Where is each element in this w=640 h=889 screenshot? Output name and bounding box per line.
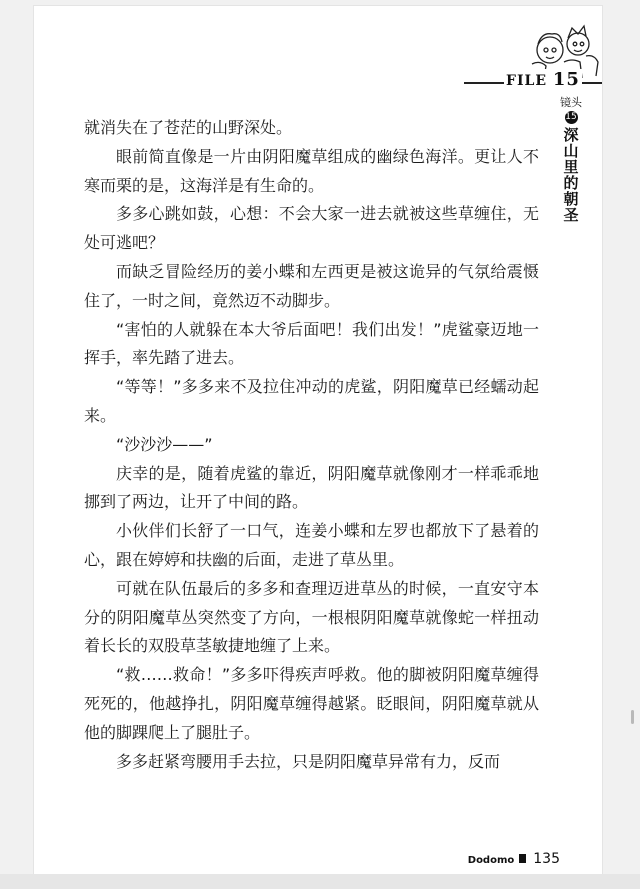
- paragraph: “救……救命！”多多吓得疾声呼救。他的脚被阴阳魔草缠得死死的，他越挣扎，阴阳魔草缠得越紧。眨眼间，阴阳魔草就从他的脚踝爬上了腿肚子。: [84, 665, 539, 742]
- chapter-sidebar: [560, 96, 582, 223]
- scrollbar-thumb[interactable]: [631, 710, 634, 724]
- bottom-strip: [0, 874, 640, 889]
- page-footer: [468, 851, 560, 867]
- paragraph: 小伙伴们长舒了一口气，连姜小蝶和左罗也都放下了悬着的心，跟在婷婷和扶幽的后面，走进了草丛里。: [84, 521, 539, 569]
- paragraph: 而缺乏冒险经历的姜小蝶和左西更是被这诡异的气氛给震慑住了，一时之间，竟然迈不动脚步。: [84, 261, 539, 310]
- chapter-badge: 15: [565, 112, 577, 122]
- paragraph: 可就在队伍最后的多多和查理迈进草丛的时候，一直安守本分的阴阳魔草丛突然变了方向，一根根阴阳魔草就像蛇一样扭动着长长的双股草茎敏捷地缠了上来。: [84, 578, 539, 656]
- page-number: 135: [533, 851, 560, 867]
- brand-name: Dodomo: [467, 855, 515, 866]
- paragraph: 多多心跳如鼓，心想：不会大家一进去就被这些草缠住，无处可逃吧？: [84, 204, 539, 253]
- paragraph: 眼前简直像是一片由阴阳魔草组成的幽绿色海洋。更让人不寒而栗的是，这海洋是有生命的。: [84, 146, 539, 195]
- brand-logo-icon: [519, 854, 526, 863]
- paragraph: 庆幸的是，随着虎鲨的靠近，阴阳魔草就像刚才一样乖乖地挪到了两边，让开了中间的路。: [84, 463, 539, 512]
- body-text: [84, 114, 539, 776]
- paragraph: “等等！”多多来不及拉住冲动的虎鲨，阴阳魔草已经蠕动起来。: [84, 377, 539, 425]
- file-label: FILE 15: [506, 69, 580, 90]
- paragraph: “害怕的人就躲在本大爷后面吧！我们出发！”虎鲨豪迈地一挥手，率先踏了进去。: [84, 319, 539, 368]
- book-page: [34, 6, 602, 874]
- paragraph: “沙沙沙——”: [116, 434, 213, 454]
- paragraph: 多多赶紧弯腰用手去拉，只是阴阳魔草异常有力，反而: [116, 751, 501, 771]
- file-number: 15: [552, 69, 580, 90]
- paragraph: 就消失在了苍茫的山野深处。: [84, 118, 293, 137]
- chapter-title: 深山里的朝圣: [561, 127, 580, 223]
- chapter-label: 镜头: [560, 96, 582, 109]
